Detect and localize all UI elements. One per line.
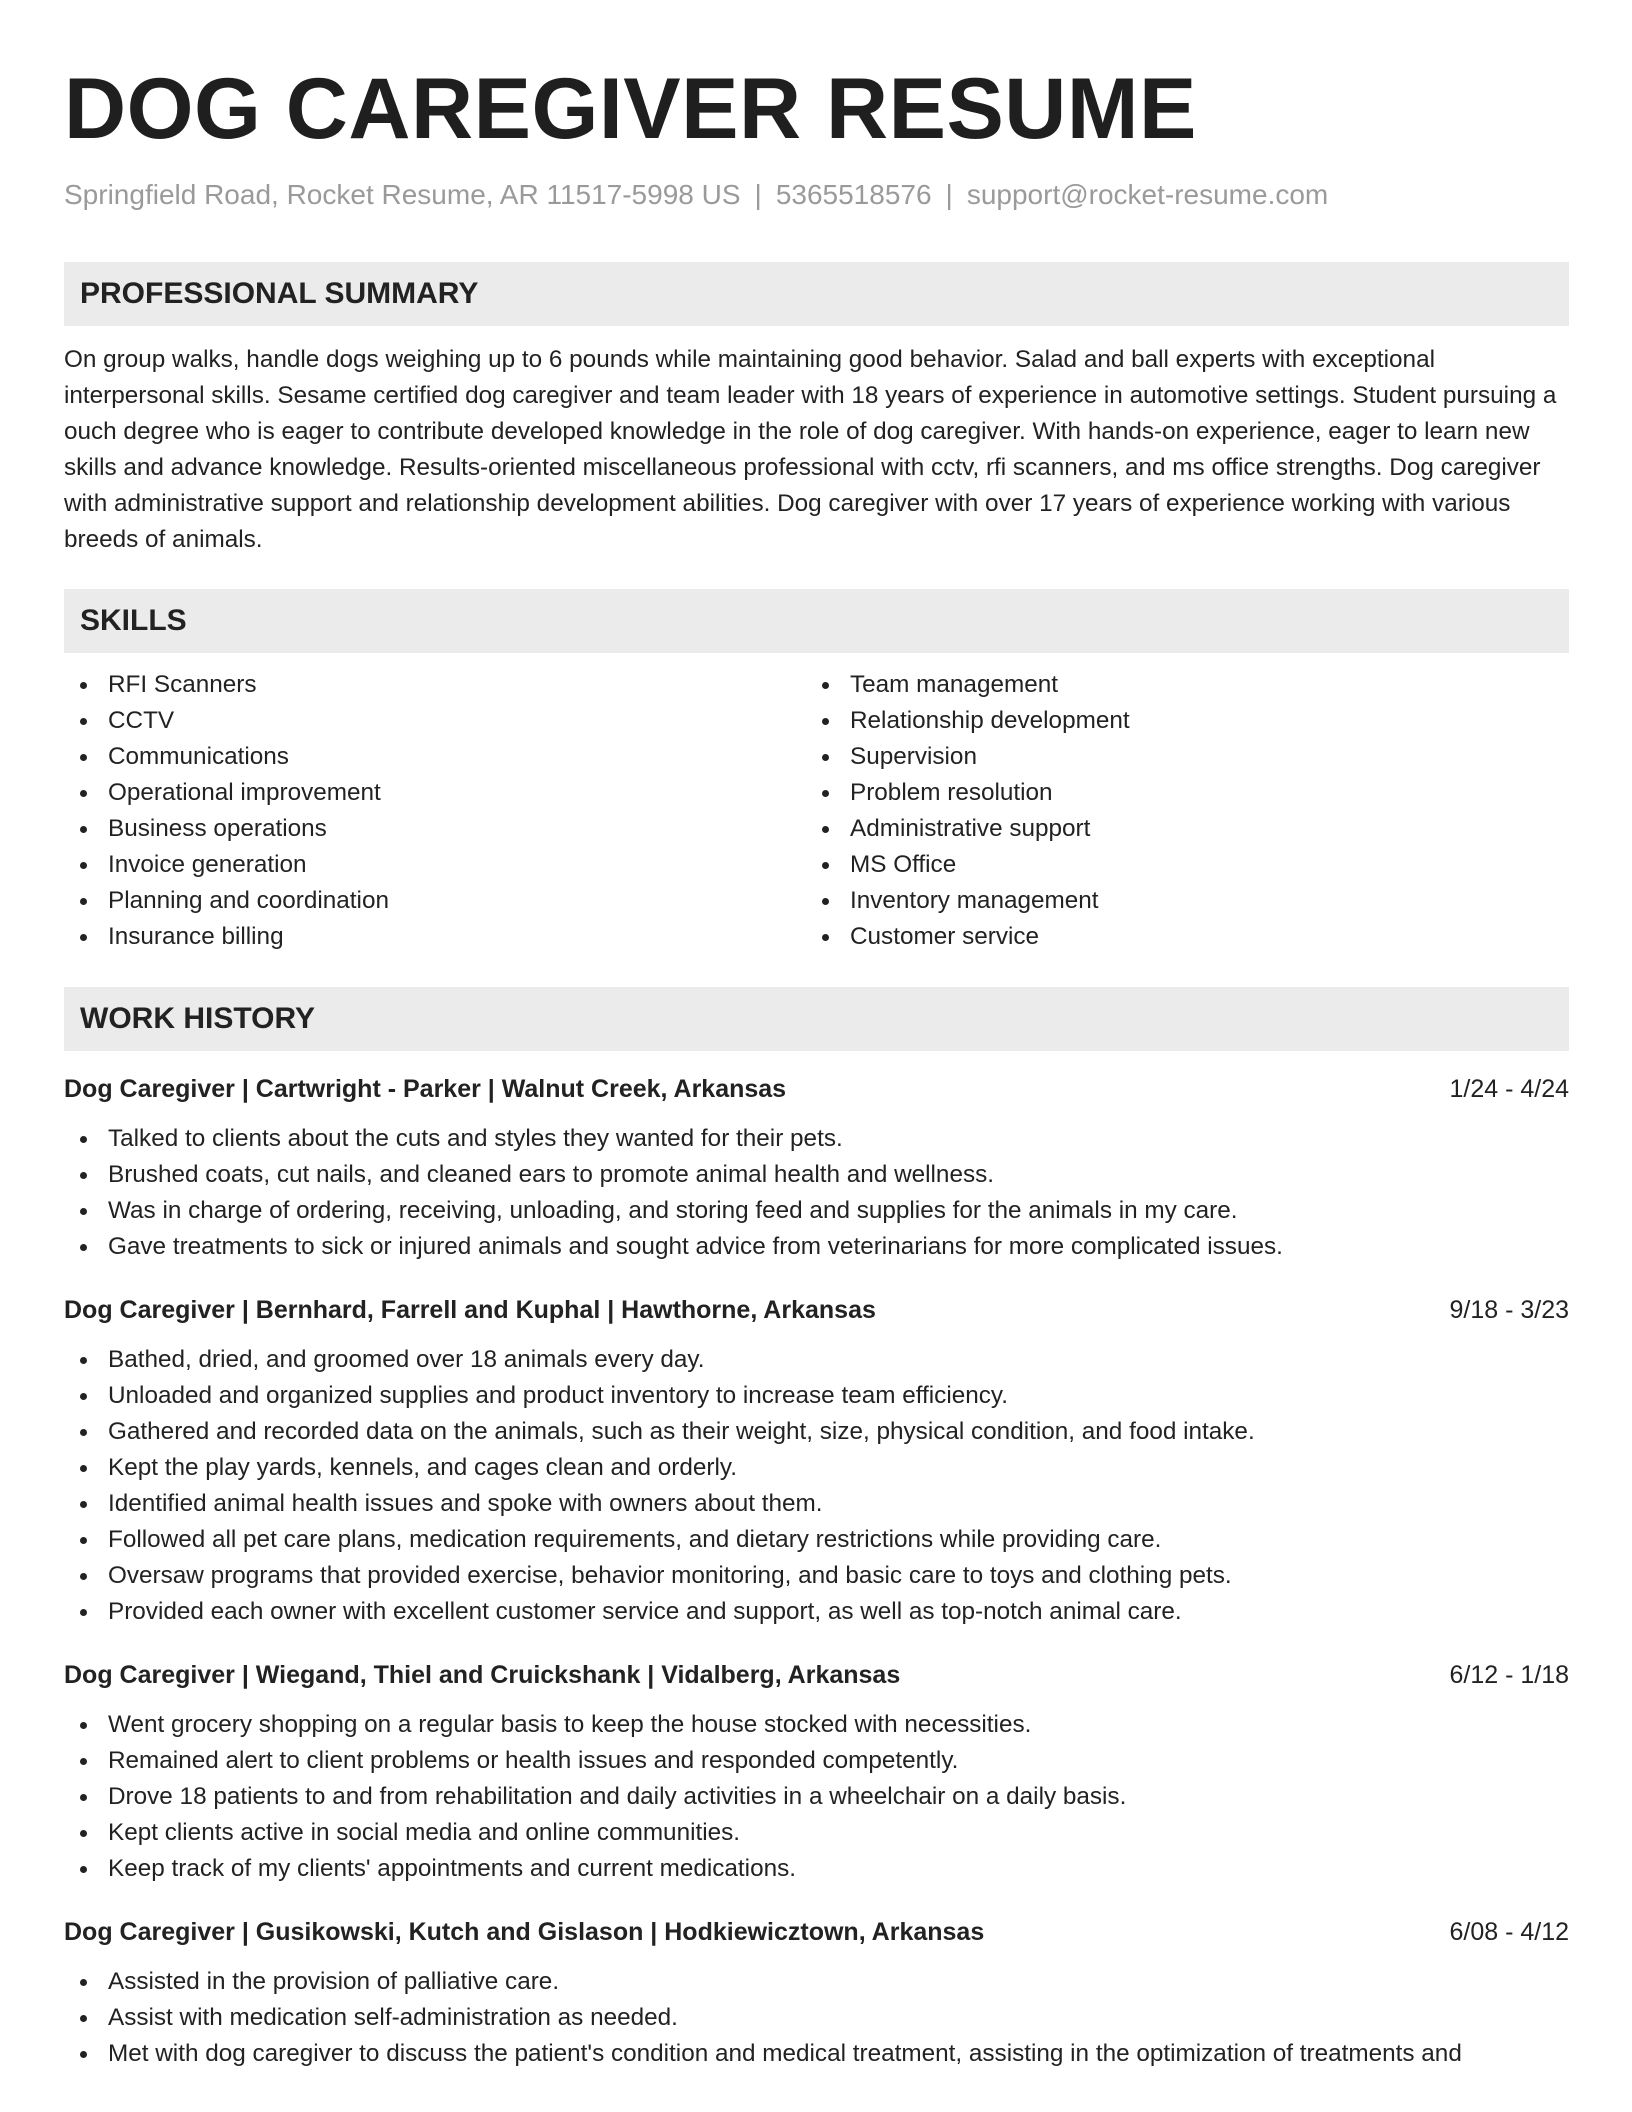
section-heading-work-history: WORK HISTORY bbox=[64, 987, 1569, 1051]
job-bullet-list bbox=[64, 1964, 1569, 2072]
job-bullet: Kept the play yards, kennels, and cages clean and orderly. bbox=[64, 1450, 1569, 1486]
job-dates: 6/08 - 4/12 bbox=[1449, 1917, 1569, 1946]
job-bullet: Remained alert to client problems or health issues and responded competently. bbox=[64, 1743, 1569, 1779]
job-bullet: Followed all pet care plans, medication requirements, and dietary restrictions while providing care. bbox=[64, 1522, 1569, 1558]
skill-item: Problem resolution bbox=[806, 775, 1548, 811]
job-bullet: Brushed coats, cut nails, and cleaned ears to promote animal health and wellness. bbox=[64, 1157, 1569, 1193]
job-bullet: Provided each owner with excellent customer service and support, as well as top-notch animal care. bbox=[64, 1594, 1569, 1630]
job-bullet: Keep track of my clients' appointments and current medications. bbox=[64, 1851, 1569, 1887]
job-title: Dog Caregiver | Wiegand, Thiel and Cruickshank | Vidalberg, Arkansas bbox=[64, 1660, 901, 1689]
job-bullet: Assisted in the provision of palliative care. bbox=[64, 1964, 1569, 2000]
skill-item: Operational improvement bbox=[64, 775, 806, 811]
job-bullet: Gathered and recorded data on the animals, such as their weight, size, physical condition, and food intake. bbox=[64, 1414, 1569, 1450]
summary-paragraph: On group walks, handle dogs weighing up to 6 pounds while maintaining good behavior. Salad and ball experts with exceptional interpersonal skills. Sesame certified dog caregiver and team leader with 18 years of experience in automotive settings. Student pursuing a ouch degree who is eager to contribute developed knowledge in the role of dog caregiver. With hands-on experience, eager to learn new skills and advance knowledge. Results-oriented miscellaneous professional with cctv, rfi scanners, and ms office strengths. Dog caregiver with administrative support and relationship development abilities. Dog caregiver with over 17 years of experience working with various breeds of animals. bbox=[64, 345, 1557, 553]
skill-item: Supervision bbox=[806, 739, 1548, 775]
section-heading-skills: SKILLS bbox=[64, 589, 1569, 653]
skill-item: Communications bbox=[64, 739, 806, 775]
skill-item: Inventory management bbox=[806, 883, 1548, 919]
section-heading-summary: PROFESSIONAL SUMMARY bbox=[64, 262, 1569, 326]
job-entry bbox=[64, 1914, 1569, 2072]
job-bullet-list bbox=[64, 1707, 1569, 1887]
job-bullet: Was in charge of ordering, receiving, unloading, and storing feed and supplies for the animals in my care. bbox=[64, 1193, 1569, 1229]
job-bullet: Oversaw programs that provided exercise, behavior monitoring, and basic care to toys and clothing pets. bbox=[64, 1558, 1569, 1594]
contact-separator: | bbox=[754, 179, 762, 210]
job-header bbox=[64, 1292, 1569, 1328]
skill-item: Team management bbox=[806, 667, 1548, 703]
job-dates: 6/12 - 1/18 bbox=[1449, 1660, 1569, 1689]
job-bullet: Kept clients active in social media and online communities. bbox=[64, 1815, 1569, 1851]
job-bullet: Assist with medication self-administration as needed. bbox=[64, 2000, 1569, 2036]
contact-separator: | bbox=[945, 179, 953, 210]
job-bullet: Talked to clients about the cuts and styles they wanted for their pets. bbox=[64, 1121, 1569, 1157]
job-bullet: Bathed, dried, and groomed over 18 animals every day. bbox=[64, 1342, 1569, 1378]
skills-column-left bbox=[64, 667, 806, 955]
job-bullet: Gave treatments to sick or injured animals and sought advice from veterinarians for more complicated issues. bbox=[64, 1229, 1569, 1265]
job-dates: 9/18 - 3/23 bbox=[1449, 1295, 1569, 1324]
job-bullet: Identified animal health issues and spoke with owners about them. bbox=[64, 1486, 1569, 1522]
skill-item: Business operations bbox=[64, 811, 806, 847]
skill-item: CCTV bbox=[64, 703, 806, 739]
skill-item: RFI Scanners bbox=[64, 667, 806, 703]
skill-item: MS Office bbox=[806, 847, 1548, 883]
job-entry bbox=[64, 1657, 1569, 1887]
job-bullet-list bbox=[64, 1342, 1569, 1630]
job-bullet: Met with dog caregiver to discuss the patient's condition and medical treatment, assisting in the optimization of treatments and bbox=[64, 2036, 1569, 2072]
job-title: Dog Caregiver | Cartwright - Parker | Walnut Creek, Arkansas bbox=[64, 1074, 787, 1103]
job-entry bbox=[64, 1292, 1569, 1630]
job-dates: 1/24 - 4/24 bbox=[1449, 1074, 1569, 1103]
skill-item: Insurance billing bbox=[64, 919, 806, 955]
job-bullet: Unloaded and organized supplies and product inventory to increase team efficiency. bbox=[64, 1378, 1569, 1414]
job-header bbox=[64, 1071, 1569, 1107]
skill-item: Relationship development bbox=[806, 703, 1548, 739]
job-title: Dog Caregiver | Gusikowski, Kutch and Gislason | Hodkiewicztown, Arkansas bbox=[64, 1917, 985, 1946]
job-header bbox=[64, 1914, 1569, 1950]
job-title: Dog Caregiver | Bernhard, Farrell and Kuphal | Hawthorne, Arkansas bbox=[64, 1295, 876, 1324]
contact-line bbox=[64, 178, 1569, 212]
contact-email: support@rocket-resume.com bbox=[966, 179, 1329, 210]
contact-phone: 5365518576 bbox=[775, 179, 932, 210]
contact-address: Springfield Road, Rocket Resume, AR 11517-5998 US bbox=[64, 179, 741, 210]
resume-title: DOG CAREGIVER RESUME bbox=[64, 61, 1197, 157]
skills-column-right bbox=[806, 667, 1548, 955]
job-header bbox=[64, 1657, 1569, 1693]
skill-item: Administrative support bbox=[806, 811, 1548, 847]
skills-list bbox=[64, 667, 1569, 955]
job-bullet: Drove 18 patients to and from rehabilitation and daily activities in a wheelchair on a daily basis. bbox=[64, 1779, 1569, 1815]
job-bullet-list bbox=[64, 1121, 1569, 1265]
job-entry bbox=[64, 1071, 1569, 1265]
skill-item: Customer service bbox=[806, 919, 1548, 955]
skill-item: Planning and coordination bbox=[64, 883, 806, 919]
job-bullet: Went grocery shopping on a regular basis to keep the house stocked with necessities. bbox=[64, 1707, 1569, 1743]
skill-item: Invoice generation bbox=[64, 847, 806, 883]
